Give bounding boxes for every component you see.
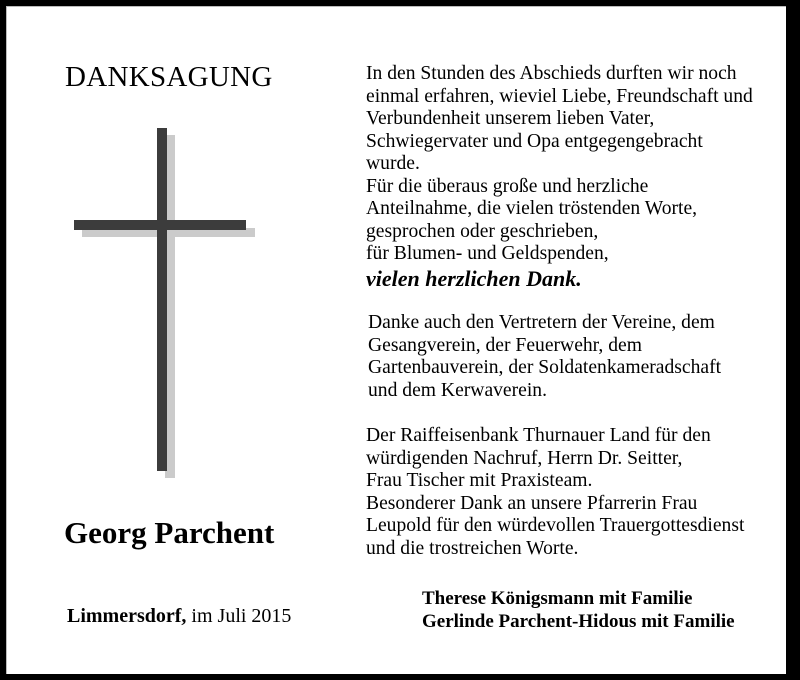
text-line: für Blumen- und Geldspenden, [366, 243, 609, 264]
text-line: Schwiegervater und Opa entgegengebracht [366, 130, 703, 152]
signatory: Therese Königsmann mit Familie [422, 588, 693, 609]
text-line: In den Stunden des Abschieds durften wir noch [366, 63, 737, 84]
text-line: Besonderer Dank an unsere Pfarrerin Frau [366, 492, 698, 514]
heading: DANKSAGUNG [65, 61, 273, 93]
obituary-notice [6, 6, 786, 674]
text-line: Gesangverein, der Feuerwehr, dem [368, 334, 642, 356]
text-line: Anteilnahme, die vielen tröstenden Worte, [366, 198, 698, 219]
thanks-paragraph-2 [368, 312, 721, 402]
thanks-paragraph-3 [366, 425, 744, 560]
signatories [422, 587, 735, 633]
text-line: und dem Kerwaverein. [368, 379, 547, 401]
text-line: Für die überaus große und herzliche [366, 175, 649, 197]
signatory: Gerlinde Parchent-Hidous mit Familie [422, 611, 735, 632]
deceased-name: Georg Parchent [64, 515, 275, 550]
cross-bar-vertical [157, 128, 167, 471]
text-line: wurde. [366, 153, 420, 174]
place: Limmersdorf, [67, 605, 187, 627]
text-line: Verbundenheit unserem lieben Vater, [366, 108, 655, 129]
text-line: Gartenbauverein, der Soldatenkameradschaft [368, 357, 722, 378]
text-line: würdigenden Nachruf, Herrn Dr. Seitter, [366, 447, 683, 469]
place-date [67, 605, 291, 628]
date: im Juli 2015 [186, 605, 292, 627]
text-line: Der Raiffeisenbank Thurnauer Land für den [366, 425, 711, 446]
text-line: gesprochen oder geschrieben, [366, 220, 599, 242]
text-line: Danke auch den Vertretern der Vereine, dem [368, 312, 715, 333]
thanks-paragraph-1 [366, 63, 753, 290]
text-line: und die trostreichen Worte. [366, 537, 579, 559]
thanks-emphasis: vielen herzlichen Dank. [366, 265, 582, 291]
text-line: Frau Tischer mit Praxisteam. [366, 470, 593, 491]
text-line: einmal erfahren, wieviel Liebe, Freundschaft und [366, 85, 753, 107]
text-line: Leupold für den würdevollen Trauergottesdienst [366, 515, 745, 536]
